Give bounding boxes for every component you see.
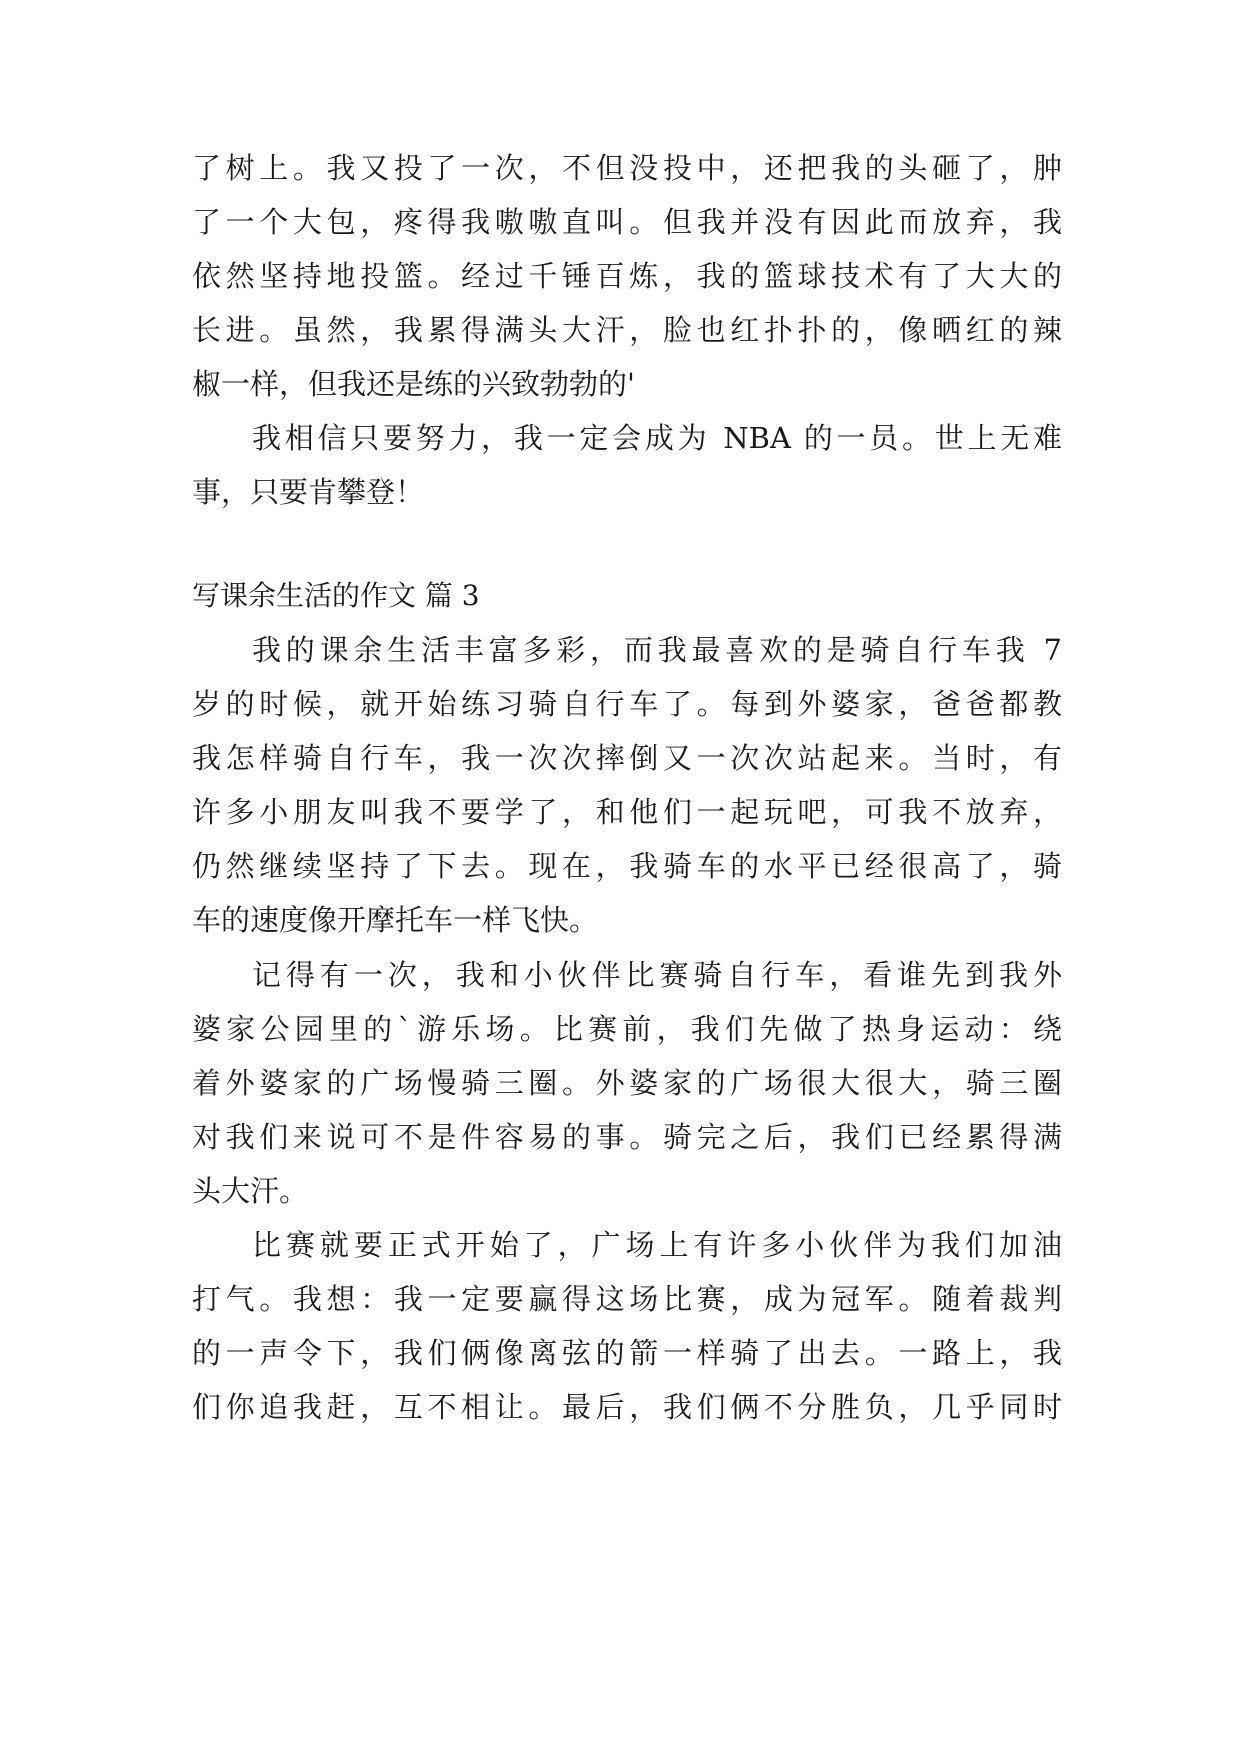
section-heading: 写课余生活的作文 篇 3 <box>192 579 480 612</box>
paragraph-3-line-5: 仍然继续坚持了下去。现在，我骑车的水平已经很高了，骑 <box>192 849 1062 883</box>
paragraph-4-line-5: 头大汗。 <box>192 1174 309 1208</box>
paragraph-4-line-4: 对我们来说可不是件容易的事。骑完之后，我们已经累得满 <box>192 1120 1062 1154</box>
paragraph-5-line-4: 们你追我赶，互不相让。最后，我们俩不分胜负，几乎同时 <box>192 1390 1062 1424</box>
paragraph-3-line-3: 我怎样骑自行车，我一次次摔倒又一次次站起来。当时，有 <box>192 741 1062 775</box>
paragraph-4-line-3: 着外婆家的广场慢骑三圈。外婆家的广场很大很大，骑三圈 <box>192 1066 1062 1100</box>
paragraph-4-line-1: 记得有一次，我和小伙伴比赛骑自行车，看谁先到我外 <box>252 958 1062 992</box>
paragraph-1-line-2: 了一个大包，疼得我嗷嗷直叫。但我并没有因此而放弃，我 <box>192 205 1062 239</box>
paragraph-3-line-6: 车的速度像开摩托车一样飞快。 <box>192 903 599 937</box>
paragraph-2-line-2: 事，只要肯攀登！ <box>192 475 425 509</box>
paragraph-3-line-2: 岁的时候，就开始练习骑自行车了。每到外婆家，爸爸都教 <box>192 687 1062 721</box>
paragraph-5-line-1: 比赛就要正式开始了，广场上有许多小伙伴为我们加油 <box>252 1228 1062 1262</box>
paragraph-1-line-4: 长进。虽然，我累得满头大汗，脸也红扑扑的，像晒红的辣 <box>192 313 1062 347</box>
paragraph-3-line-4: 许多小朋友叫我不要学了，和他们一起玩吧，可我不放弃， <box>192 795 1062 829</box>
paragraph-5-line-2: 打气。我想：我一定要赢得这场比赛，成为冠军。随着裁判 <box>192 1282 1062 1316</box>
paragraph-2-line-1: 我相信只要努力，我一定会成为 NBA 的一员。世上无难 <box>252 421 1062 455</box>
paragraph-4-line-2: 婆家公园里的`游乐场。比赛前，我们先做了热身运动：绕 <box>192 1012 1062 1046</box>
paragraph-5-line-3: 的一声令下，我们俩像离弦的箭一样骑了出去。一路上，我 <box>192 1336 1062 1370</box>
paragraph-3-line-1: 我的课余生活丰富多彩，而我最喜欢的是骑自行车我 7 <box>252 633 1062 667</box>
paragraph-1-line-5: 椒一样，但我还是练的兴致勃勃的' <box>192 367 635 401</box>
paragraph-1-line-3: 依然坚持地投篮。经过千锤百炼，我的篮球技术有了大大的 <box>192 259 1062 293</box>
paragraph-1-line-1: 了树上。我又投了一次，不但没投中，还把我的头砸了，肿 <box>192 151 1062 185</box>
